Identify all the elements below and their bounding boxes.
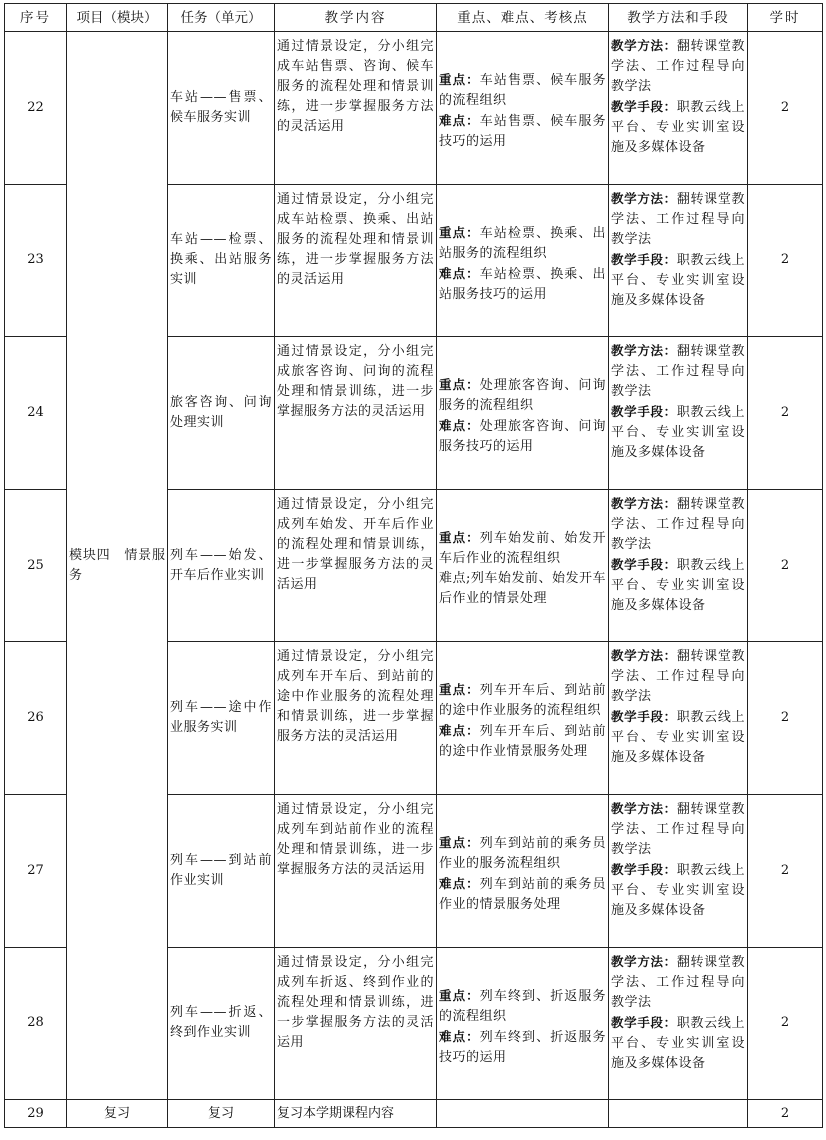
header-content: 教学内容	[275, 4, 437, 32]
method-text: 翻转课堂教学法、工作过程导向教学法	[611, 39, 745, 94]
course-schedule-table	[4, 3, 823, 1128]
method-label: 教学方法：	[611, 343, 677, 359]
teaching-content: 通过情景设定，分小组完成列车开车后、到站前的途中作业服务的流程处理和情景训练，进一步掌握服务方法的灵活运用	[275, 642, 437, 795]
task-name: 车站——售票、候车服务实训	[168, 32, 275, 185]
means-label: 教学手段：	[611, 1014, 677, 1030]
header-module: 项目（模块）	[67, 4, 168, 32]
row-number: 27	[5, 794, 67, 947]
means-text: 职教云线上平台、专业实训室设施及多媒体设备	[611, 100, 745, 155]
teaching-methods	[609, 489, 748, 642]
means-label: 教学手段：	[611, 861, 677, 877]
means-text: 职教云线上平台、专业实训室设施及多媒体设备	[611, 405, 745, 461]
task-name: 列车——折返、终到作业实训	[168, 947, 275, 1100]
method-label: 教学方法：	[611, 190, 677, 206]
key-label: 重点：	[439, 834, 480, 850]
row-number: 22	[5, 32, 67, 185]
key-points	[437, 642, 609, 795]
module-name: 复习	[67, 1100, 168, 1128]
row-number: 29	[5, 1100, 67, 1128]
task-name: 列车——始发、开车后作业实训	[168, 489, 275, 642]
teaching-content: 通过情景设定，分小组完成列车折返、终到作业的流程处理和情景训练，进一步掌握服务方法的灵活运用	[275, 947, 437, 1100]
header-number: 序号	[5, 4, 67, 32]
key-label: 重点：	[439, 529, 480, 545]
key-text: 列车始发前、始发开车后作业的流程组织	[439, 530, 606, 566]
difficulty-text: 车站售票、候车服务技巧的运用	[439, 114, 606, 149]
difficulty-label: 难点：	[439, 875, 480, 891]
task-name: 车站——检票、换乘、出站服务实训	[168, 184, 275, 337]
difficulty-text: 处理旅客咨询、问询服务技巧的运用	[439, 419, 606, 455]
header-hours: 学时	[748, 4, 823, 32]
teaching-methods	[609, 32, 748, 185]
key-label: 重点：	[439, 72, 480, 87]
key-points	[437, 32, 609, 185]
hours: 2	[748, 32, 823, 185]
method-text: 翻转课堂教学法、工作过程导向教学法	[611, 649, 745, 705]
difficulty-text: 列车终到、折返服务技巧的运用	[439, 1029, 606, 1065]
teaching-methods	[609, 947, 748, 1100]
task-name: 旅客咨询、问询处理实训	[168, 337, 275, 490]
teaching-content: 复习本学期课程内容	[275, 1100, 437, 1128]
method-text: 翻转课堂教学法、工作过程导向教学法	[611, 954, 745, 1010]
key-text: 列车开车后、到站前的途中作业服务的流程组织	[439, 683, 606, 719]
header-methods: 教学方法和手段	[609, 4, 748, 32]
hours: 2	[748, 1100, 823, 1128]
row-number: 24	[5, 337, 67, 490]
key-points	[437, 794, 609, 947]
difficulty-text: 列车开车后、到站前的途中作业情景服务处理	[439, 724, 606, 760]
means-text: 职教云线上平台、专业实训室设施及多媒体设备	[611, 862, 745, 918]
hours: 2	[748, 184, 823, 337]
header-key-points: 重点、难点、考核点	[437, 4, 609, 32]
key-points	[437, 1100, 609, 1128]
means-text: 职教云线上平台、专业实训室设施及多媒体设备	[611, 557, 745, 613]
key-text: 车站售票、候车服务的流程组织	[439, 73, 606, 108]
key-points	[437, 337, 609, 490]
means-text: 职教云线上平台、专业实训室设施及多媒体设备	[611, 1015, 745, 1071]
row-number: 25	[5, 489, 67, 642]
means-text: 职教云线上平台、专业实训室设施及多媒体设备	[611, 252, 745, 308]
method-label: 教学方法：	[611, 800, 677, 816]
key-text: 处理旅客咨询、问询服务的流程组织	[439, 378, 606, 414]
method-text: 翻转课堂教学法、工作过程导向教学法	[611, 496, 745, 552]
row-number: 26	[5, 642, 67, 795]
teaching-methods	[609, 337, 748, 490]
difficulty-text: 车站检票、换乘、出站服务技巧的运用	[439, 266, 606, 302]
key-points	[437, 947, 609, 1100]
method-text: 翻转课堂教学法、工作过程导向教学法	[611, 344, 745, 400]
hours: 2	[748, 947, 823, 1100]
key-label: 重点：	[439, 682, 480, 698]
task-name: 列车——途中作业服务实训	[168, 642, 275, 795]
key-points	[437, 184, 609, 337]
difficulty-text: 列车到站前的乘务员作业的情景服务处理	[439, 876, 606, 912]
method-label: 教学方法：	[611, 953, 677, 969]
method-label: 教学方法：	[611, 495, 677, 511]
teaching-content: 通过情景设定，分小组完成列车到站前作业的流程处理和情景训练，进一步掌握服务方法的灵活运用	[275, 794, 437, 947]
teaching-methods	[609, 1100, 748, 1128]
header-row	[5, 4, 823, 32]
means-label: 教学手段：	[611, 556, 677, 572]
header-task: 任务（单元）	[168, 4, 275, 32]
table-row	[5, 32, 823, 185]
teaching-content: 通过情景设定，分小组完成旅客咨询、问询的流程处理和情景训练，进一步掌握服务方法的灵活运用	[275, 337, 437, 490]
key-points	[437, 489, 609, 642]
row-number: 28	[5, 947, 67, 1100]
module-name: 模块四 情景服务	[67, 32, 168, 1100]
difficulty-label: 难点;	[439, 570, 471, 586]
method-label: 教学方法：	[611, 648, 677, 664]
key-label: 重点：	[439, 377, 480, 393]
difficulty-label: 难点：	[439, 418, 480, 434]
method-text: 翻转课堂教学法、工作过程导向教学法	[611, 191, 745, 247]
hours: 2	[748, 642, 823, 795]
teaching-methods	[609, 794, 748, 947]
means-label: 教学手段：	[611, 99, 677, 114]
teaching-methods	[609, 184, 748, 337]
hours: 2	[748, 489, 823, 642]
means-label: 教学手段：	[611, 404, 677, 420]
difficulty-text: 列车始发前、始发开车后作业的情景处理	[439, 570, 606, 606]
hours: 2	[748, 337, 823, 490]
row-number: 23	[5, 184, 67, 337]
method-text: 翻转课堂教学法、工作过程导向教学法	[611, 801, 745, 857]
difficulty-label: 难点：	[439, 265, 480, 281]
difficulty-label: 难点：	[439, 723, 480, 739]
teaching-content: 通过情景设定，分小组完成车站售票、咨询、候车服务的流程处理和情景训练，进一步掌握服务方法的灵活运用	[275, 32, 437, 185]
means-label: 教学手段：	[611, 251, 677, 267]
teaching-methods	[609, 642, 748, 795]
method-label: 教学方法：	[611, 38, 677, 53]
key-text: 列车到站前的乘务员作业的服务流程组织	[439, 835, 606, 871]
table-row-review	[5, 1100, 823, 1128]
means-label: 教学手段：	[611, 709, 677, 725]
difficulty-label: 难点：	[439, 1028, 480, 1044]
key-text: 车站检票、换乘、出站服务的流程组织	[439, 225, 606, 261]
key-text: 列车终到、折返服务的流程组织	[439, 988, 606, 1024]
task-name: 列车——到站前作业实训	[168, 794, 275, 947]
difficulty-label: 难点：	[439, 113, 480, 128]
task-name: 复习	[168, 1100, 275, 1128]
key-label: 重点：	[439, 987, 480, 1003]
hours: 2	[748, 794, 823, 947]
teaching-content: 通过情景设定，分小组完成列车始发、开车后作业的流程处理和情景训练，进一步掌握服务方法的灵活运用	[275, 489, 437, 642]
teaching-content: 通过情景设定，分小组完成车站检票、换乘、出站服务的流程处理和情景训练，进一步掌握服务方法的灵活运用	[275, 184, 437, 337]
means-text: 职教云线上平台、专业实训室设施及多媒体设备	[611, 710, 745, 766]
key-label: 重点：	[439, 224, 480, 240]
